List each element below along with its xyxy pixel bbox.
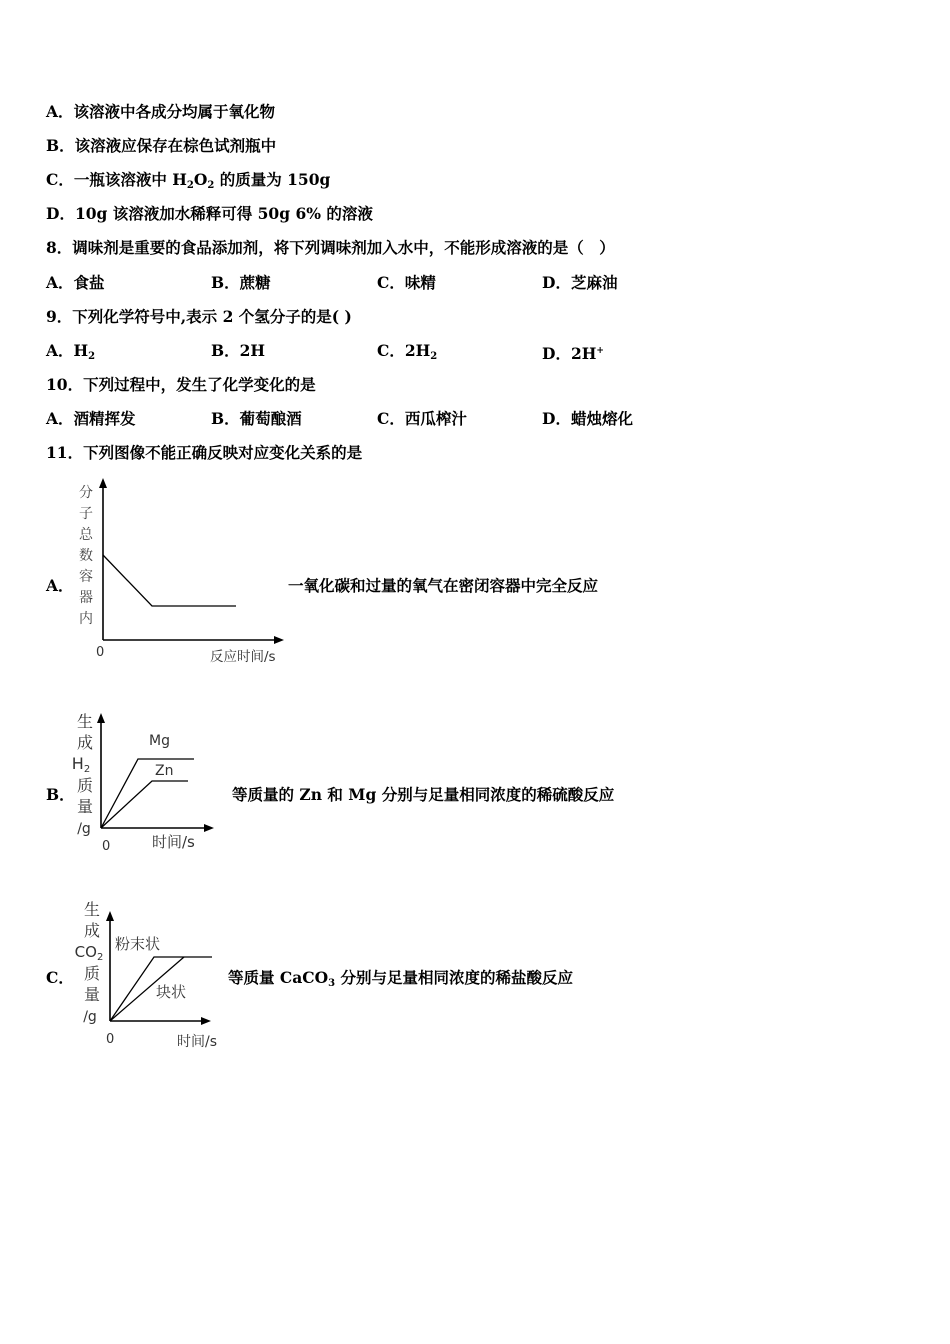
q11-option-a-label: A． [46, 576, 74, 595]
ylabel-char: H2 [71, 754, 91, 775]
graph-b-ylabel [72, 712, 93, 837]
graph-a-ylabel [79, 485, 94, 627]
desc-text: 和 [322, 785, 349, 804]
y-axis-arrow [99, 478, 107, 488]
q9-option-c-text: C．2H [377, 341, 431, 360]
q10-option-d: D．蜡烛熔化 [542, 409, 633, 428]
q11-graph-a [70, 475, 300, 670]
ylabel-char: 数 [79, 548, 93, 564]
ylabel-char: 量 [83, 985, 101, 1004]
desc-text: Zn [299, 785, 322, 804]
ylabel-char: 质 [83, 964, 101, 983]
ylabel-char: 生 [83, 900, 101, 919]
ylabel-char: 生 [76, 712, 94, 731]
q11-option-b-desc [232, 785, 614, 805]
ylabel-char: 子 [79, 506, 93, 522]
lump-series-label: 块状 [156, 983, 187, 1001]
zn-series-label: Zn [155, 763, 174, 779]
origin-label: 0 [106, 1032, 115, 1047]
desc-text: 等质量的 [232, 785, 300, 804]
ylabel-char: 成 [83, 921, 101, 940]
y-axis-arrow [106, 911, 114, 921]
q8-option-c: C．味精 [377, 273, 436, 292]
ylabel-char: 容 [79, 569, 93, 585]
desc-text: 分别与足量相同浓度的稀盐酸反应 [335, 968, 573, 987]
q11-option-c-desc [228, 968, 573, 994]
q7-option-c [46, 170, 330, 196]
q8-option-b: B．蔗糖 [211, 273, 271, 292]
graph-c-ylabel [75, 900, 104, 1025]
q11-option-a-desc: 一氧化碳和过量的氧气在密闭容器中完全反应 [288, 576, 599, 595]
q11-graph-b [70, 705, 230, 860]
q11-option-b-label: B． [46, 785, 75, 804]
subscript: 2 [207, 180, 215, 191]
q9-stem: 9．下列化学符号中,表示 2 个氢分子的是( ) [46, 307, 352, 326]
ylabel-char: $CO_2$ [74, 943, 104, 963]
powder-series-label: 粉末状 [115, 935, 161, 953]
ylabel-char: 内 [79, 611, 93, 627]
subscript: 2 [88, 351, 96, 362]
desc-text: 等质量 CaCO [228, 968, 329, 987]
ylabel-char: 量 [76, 797, 94, 816]
q7-option-c-text: O [193, 170, 208, 189]
x-axis-arrow [274, 636, 284, 644]
desc-text: Mg [348, 785, 377, 804]
q7-option-d: D．10g 该溶液加水稀释可得 50g 6% 的溶液 [46, 204, 373, 223]
q10-option-b: B．葡萄酿酒 [211, 409, 302, 428]
q10-stem: 10．下列过程中，发生了化学变化的是 [46, 375, 316, 394]
ylabel-char: 成 [76, 733, 94, 752]
q8-stem: 8．调味剂是重要的食品添加剂，将下列调味剂加入水中，不能形成溶液的是（ ） [46, 238, 615, 257]
origin-label: 0 [96, 645, 105, 660]
q11-graph-c [70, 893, 230, 1053]
q9-option-d-text: D．2H [542, 344, 597, 363]
x-axis-label: 时间/s [177, 1034, 218, 1050]
superscript: + [596, 346, 604, 356]
mg-series-label: Mg [149, 733, 170, 749]
q7-option-a: A．该溶液中各成分均属于氧化物 [46, 102, 276, 121]
x-axis-label: 反应时间/s [210, 649, 276, 665]
q11-option-c-label: C． [46, 968, 74, 987]
q9-option-a-text: A．H [46, 341, 89, 360]
mg-curve [101, 759, 194, 828]
q8-option-d: D．芝麻油 [542, 273, 618, 292]
q7-option-b: B．该溶液应保存在棕色试剂瓶中 [46, 136, 277, 155]
ylabel-char: /g [77, 821, 91, 837]
y-axis-arrow [97, 713, 105, 723]
molecule-count-curve [103, 555, 236, 606]
q7-option-c-text: 的质量为 150g [214, 170, 331, 189]
ylabel-char: 分 [79, 485, 93, 501]
x-axis-arrow [204, 824, 214, 832]
q9-option-a [46, 341, 95, 367]
q8-option-a: A．食盐 [46, 273, 105, 292]
subscript: 2 [186, 180, 194, 191]
q9-option-c [377, 341, 437, 367]
q10-option-c: C．西瓜榨汁 [377, 409, 467, 428]
ylabel-char: 总 [79, 527, 93, 543]
origin-label: 0 [102, 839, 111, 854]
q10-option-a: A．酒精挥发 [46, 409, 136, 428]
q9-option-b: B．2H [211, 341, 266, 360]
q9-option-d [542, 341, 604, 364]
subscript: 3 [328, 978, 336, 989]
ylabel-char: 器 [79, 590, 93, 606]
q7-option-c-text: C．一瓶该溶液中 H [46, 170, 187, 189]
desc-text: 分别与足量相同浓度的稀硫酸反应 [376, 785, 615, 804]
x-axis-label: 时间/s [152, 833, 195, 851]
ylabel-char: 质 [76, 776, 94, 795]
ylabel-char: /g [83, 1009, 97, 1025]
x-axis-arrow [201, 1017, 211, 1025]
q11-stem: 11．下列图像不能正确反映对应变化关系的是 [46, 443, 363, 462]
subscript: 2 [430, 351, 438, 362]
